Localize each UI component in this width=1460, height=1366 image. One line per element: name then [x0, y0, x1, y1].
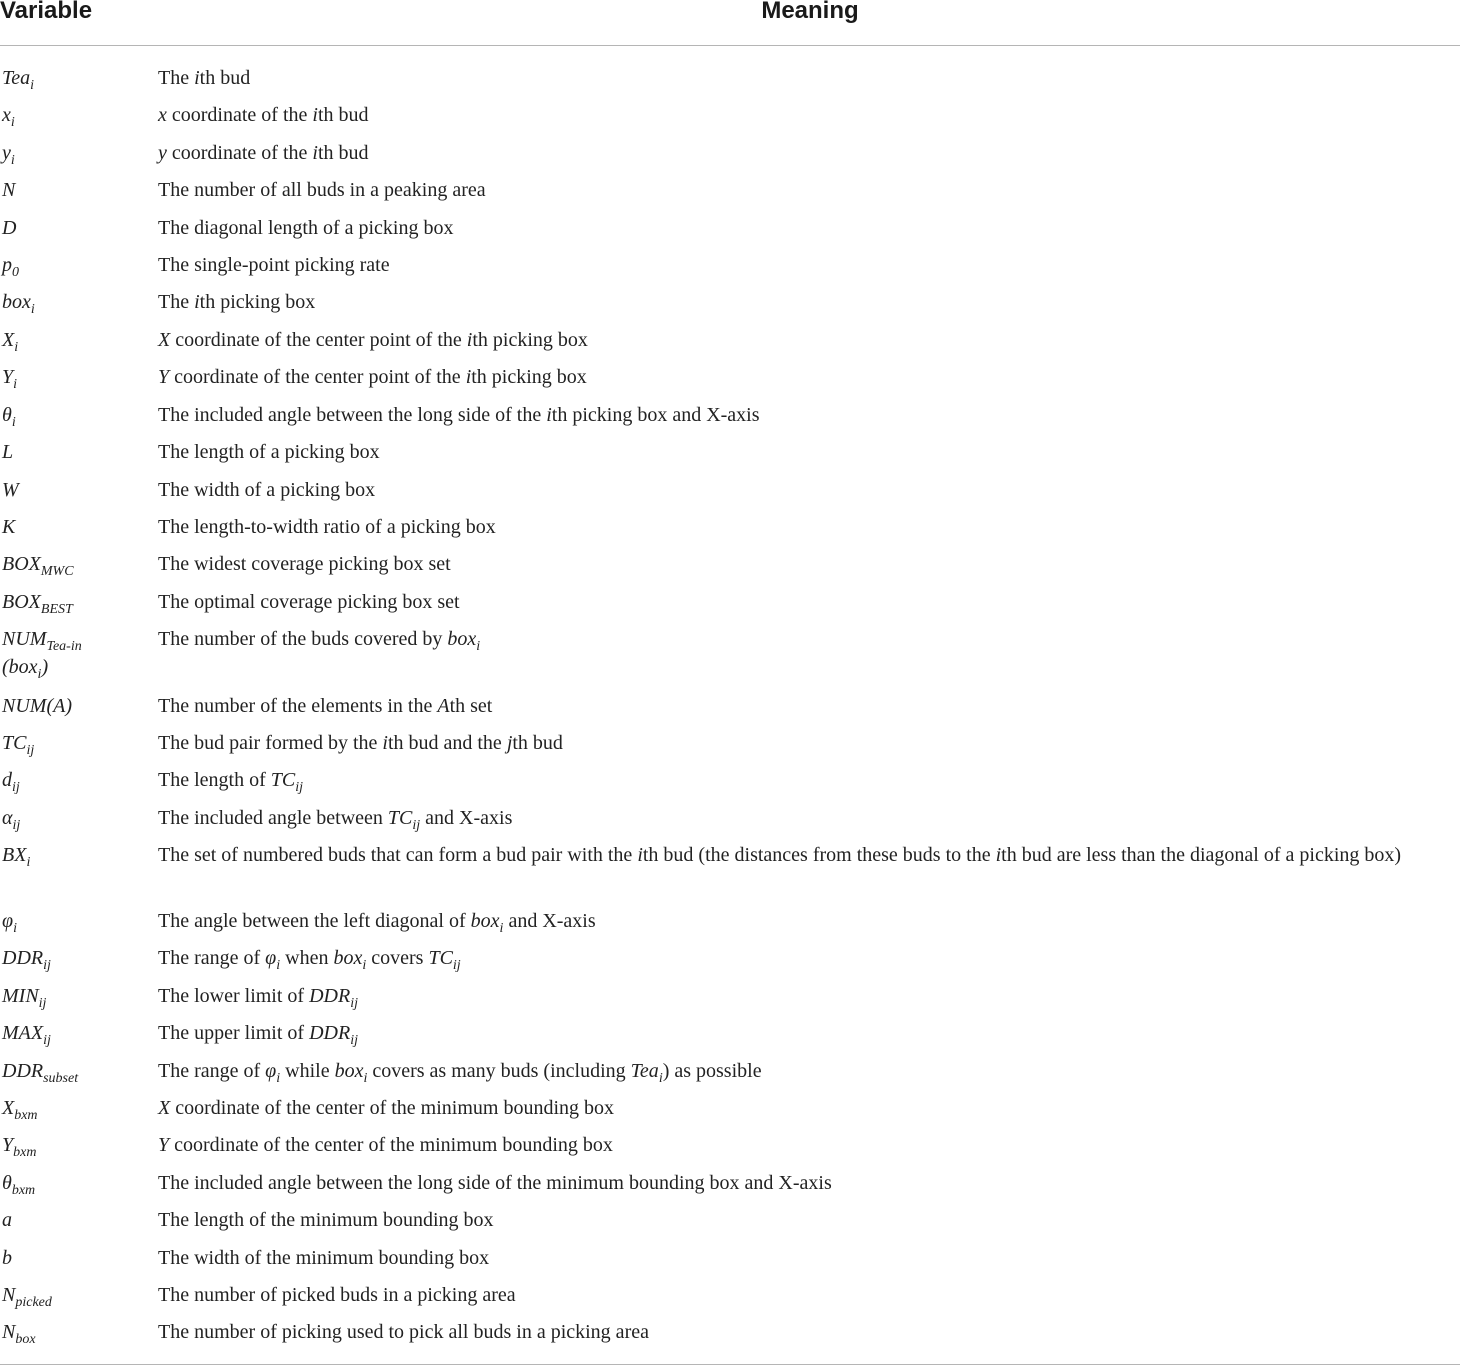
- meaning-cell: The width of the minimum bounding box: [158, 1247, 490, 1269]
- variable-cell: $X_{bxm}$: [2, 1097, 38, 1123]
- meaning-cell: X coordinate of the center of the minimum bounding box: [158, 1097, 614, 1119]
- meaning-cell: The range of $\varphi_i$ while box$_i$ covers as many buds (including Tea$_i$) as possible: [158, 1060, 762, 1086]
- meaning-cell: The included angle between the long side of the ith picking box and X-axis: [158, 404, 760, 426]
- variable-cell: $DDR_{ij}$: [2, 947, 51, 973]
- variable-cell: NUM(A): [2, 695, 72, 717]
- meaning-cell: The optimal coverage picking box set: [158, 591, 460, 613]
- meaning-cell: The length of the minimum bounding box: [158, 1209, 494, 1231]
- meaning-cell: The number of the elements in the Ath set: [158, 695, 493, 717]
- meaning-cell: The single-point picking rate: [158, 254, 390, 276]
- variable-cell: Tea$_i$: [2, 67, 35, 93]
- meaning-cell: The bud pair formed by the ith bud and the jth bud: [158, 732, 563, 754]
- variable-cell: $DDR_{subset}$: [2, 1060, 79, 1086]
- variable-cell: $Y_{bxm}$: [2, 1134, 37, 1160]
- variable-cell: $BX_i$: [2, 844, 31, 870]
- meaning-cell: x coordinate of the ith bud: [158, 104, 369, 126]
- meaning-cell: The length of $TC_{ij}$: [158, 769, 303, 795]
- meaning-cell: The length of a picking box: [158, 441, 380, 463]
- variable-cell: D: [2, 217, 17, 239]
- variable-cell: $\theta_{bxm}$: [2, 1172, 36, 1198]
- variable-cell: $N_{box}$: [2, 1321, 36, 1347]
- variable-cell: $\alpha_{ij}$: [2, 807, 21, 833]
- meaning-cell: The upper limit of $DDR_{ij}$: [158, 1022, 358, 1048]
- meaning-cell: The number of all buds in a peaking area: [158, 179, 486, 201]
- bottom-rule: [0, 1364, 1460, 1365]
- meaning-cell: The widest coverage picking box set: [158, 553, 451, 575]
- meaning-cell: The range of $\varphi_i$ when box$_i$ covers $TC_{ij}$: [158, 947, 461, 973]
- variable-cell: L: [2, 441, 14, 463]
- meaning-cell: The angle between the left diagonal of box$_i$ and X-axis: [158, 910, 596, 936]
- meaning-cell: X coordinate of the center point of the ith picking box: [158, 329, 588, 351]
- meaning-cell: The length-to-width ratio of a picking box: [158, 516, 496, 538]
- variable-cell: $y_i$: [2, 142, 15, 168]
- variable-cell: box$_i$: [2, 291, 35, 317]
- header-variable: Variable: [0, 0, 93, 24]
- variable-cell: a: [2, 1209, 12, 1231]
- variable-cell: N: [2, 179, 16, 201]
- meaning-cell: The width of a picking box: [158, 479, 376, 501]
- header-meaning: Meaning: [761, 0, 859, 24]
- variable-cell: $d_{ij}$: [2, 769, 20, 795]
- variable-cell: $MIN_{ij}$: [2, 985, 47, 1011]
- variable-cell: $BOX_{MWC}$: [2, 553, 74, 579]
- meaning-cell: The number of picked buds in a picking area: [158, 1284, 516, 1306]
- meaning-cell: The diagonal length of a picking box: [158, 217, 454, 239]
- meaning-cell: Y coordinate of the center of the minimum bounding box: [158, 1134, 613, 1156]
- variable-cell: $BOX_{BEST}$: [2, 591, 73, 617]
- meaning-cell: The included angle between $TC_{ij}$ and X-axis: [158, 807, 513, 833]
- meaning-cell: y coordinate of the ith bud: [158, 142, 369, 164]
- header-rule: [0, 45, 1460, 46]
- table-header: [0, 0, 1460, 46]
- meaning-cell: The ith picking box: [158, 291, 316, 313]
- meaning-cell: The number of picking used to pick all buds in a picking area: [158, 1321, 649, 1343]
- meaning-cell: The lower limit of $DDR_{ij}$: [158, 985, 358, 1011]
- variable-cell: $NUM_{Tea-in}$ (box$_i$): [2, 628, 82, 682]
- variable-cell: $p_0$: [2, 254, 19, 280]
- variable-cell: W: [2, 479, 19, 501]
- meaning-cell: The included angle between the long side of the minimum bounding box and X-axis: [158, 1172, 832, 1194]
- variable-cell: $N_{picked}$: [2, 1284, 52, 1310]
- meaning-cell: The ith bud: [158, 67, 251, 89]
- variable-cell: $Y_i$: [2, 366, 18, 392]
- variable-cell: $TC_{ij}$: [2, 732, 35, 758]
- meaning-cell: The set of numbered buds that can form a bud pair with the ith bud (the distances from these buds to the ith bud are less than the diagonal of a picking box): [158, 844, 1402, 866]
- variable-cell: $\theta_i$: [2, 404, 16, 430]
- variable-cell: $x_i$: [2, 104, 15, 130]
- variable-cell: $X_i$: [2, 329, 19, 355]
- meaning-cell: The number of the buds covered by box$_i$: [158, 628, 481, 654]
- variable-cell: b: [2, 1247, 12, 1269]
- variable-cell: $\varphi_i$: [2, 910, 17, 936]
- meaning-cell: Y coordinate of the center point of the ith picking box: [158, 366, 587, 388]
- variable-cell: $MAX_{ij}$: [2, 1022, 51, 1048]
- variable-cell: K: [2, 516, 16, 538]
